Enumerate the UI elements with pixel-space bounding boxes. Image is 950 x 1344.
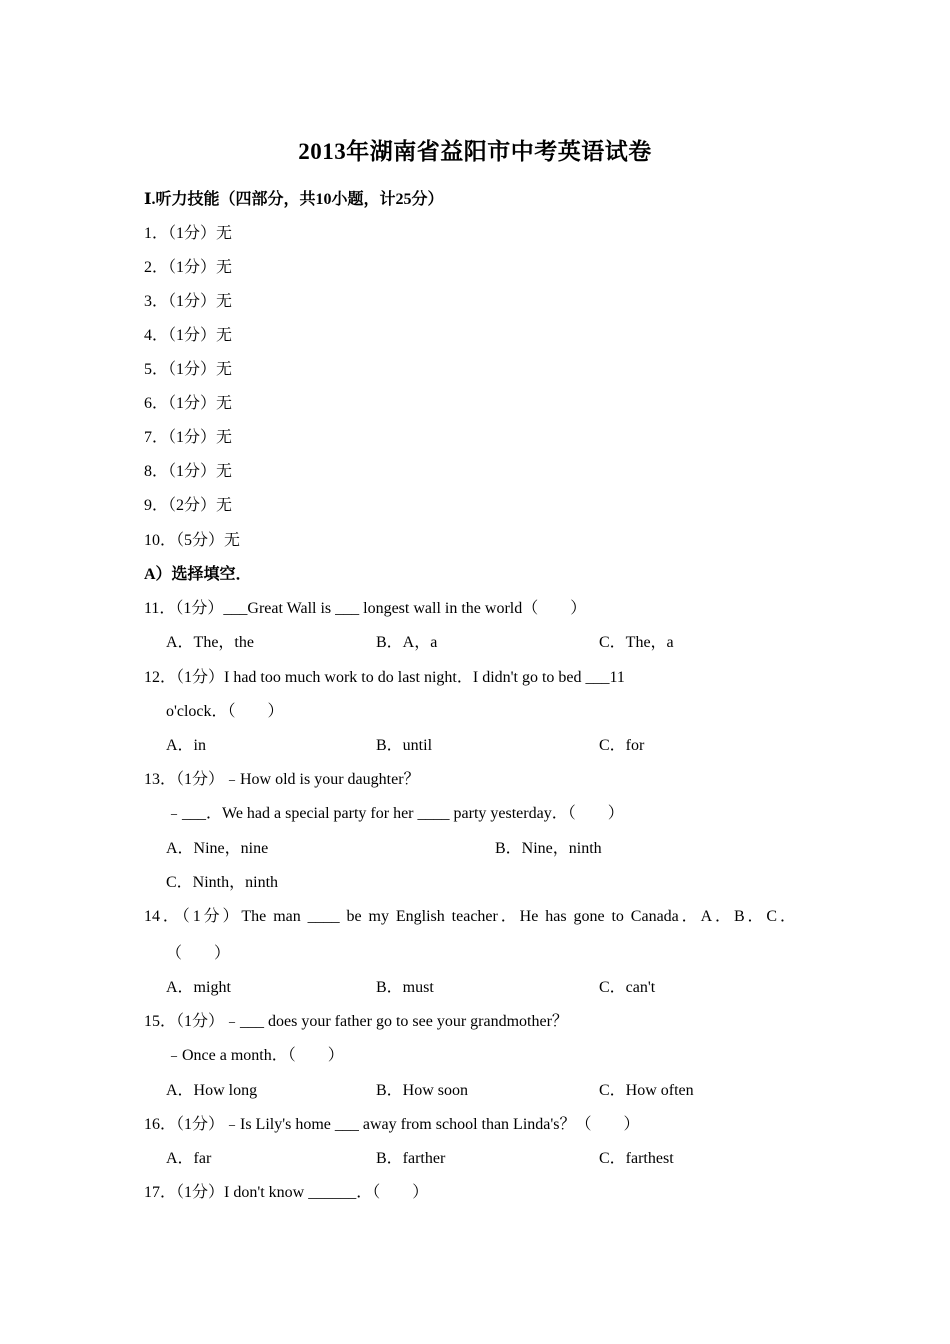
option-c: C．farthest	[599, 1150, 674, 1167]
option-a: A．might	[166, 979, 231, 996]
listening-item: 9．（2分）无	[144, 497, 233, 514]
question-stem: 17．（1分）I don't know ______．（ ）	[144, 1184, 429, 1201]
listening-item: 2．（1分）无	[144, 259, 233, 276]
question-stem-continued: （ ）	[166, 945, 231, 962]
option-a: A．far	[166, 1150, 212, 1167]
question-stem: 11．（1分）___Great Wall is ___ longest wall in the world（ ）	[144, 600, 587, 617]
listening-item: 3．（1分）无	[144, 293, 233, 310]
listening-item: 7．（1分）无	[144, 429, 233, 446]
question-stem-continued: ﹣Once a month．（ ）	[166, 1047, 344, 1064]
option-b: B．A，a	[376, 634, 438, 651]
question-stem: 16．（1分）﹣Is Lily's home ___ away from school than Linda's？（ ）	[144, 1116, 640, 1133]
option-a: A．in	[166, 737, 207, 754]
page-title: 2013年湖南省益阳市中考英语试卷	[298, 139, 652, 164]
listening-item: 8．（1分）无	[144, 463, 233, 480]
option-c: C．Ninth，ninth	[166, 874, 279, 891]
option-b: B．until	[376, 737, 433, 754]
question-stem: 13．（1分）﹣How old is your daughter？	[144, 771, 420, 788]
listening-item: 6．（1分）无	[144, 395, 233, 412]
question-stem-continued: ﹣___．We had a special party for her ____ party yesterday．（ ）	[166, 805, 624, 822]
question-stem: 12．（1分）I had too much work to do last night．I didn't go to bed ___11	[144, 669, 625, 686]
section-heading-choice: A）选择填空．	[144, 566, 252, 583]
option-b: B．farther	[376, 1150, 446, 1167]
option-b: B．Nine，ninth	[495, 840, 602, 857]
option-a: A．The，the	[166, 634, 254, 651]
section-heading-listening: Ⅰ.听力技能（四部分，共10小题，计25分）	[144, 191, 444, 208]
question-stem-continued: o'clock．（ ）	[166, 703, 284, 720]
question-stem: 15．（1分）﹣___ does your father go to see your grandmother？	[144, 1013, 568, 1030]
option-c: C．can't	[599, 979, 656, 996]
listening-item: 5．（1分）无	[144, 361, 233, 378]
listening-item: 4．（1分）无	[144, 327, 233, 344]
option-c: C．How often	[599, 1082, 694, 1099]
option-c: C．The，a	[599, 634, 674, 651]
listening-item: 10．（5分）无	[144, 532, 241, 549]
option-a: A．Nine，nine	[166, 840, 269, 857]
option-b: B．How soon	[376, 1082, 469, 1099]
option-a: A．How long	[166, 1082, 258, 1099]
option-b: B．must	[376, 979, 434, 996]
question-stem: 14．（1分）The man ____ be my English teacher．He has gone to Canada．A．B．C．	[144, 908, 796, 925]
option-c: C．for	[599, 737, 645, 754]
listening-item: 1．（1分）无	[144, 225, 233, 242]
